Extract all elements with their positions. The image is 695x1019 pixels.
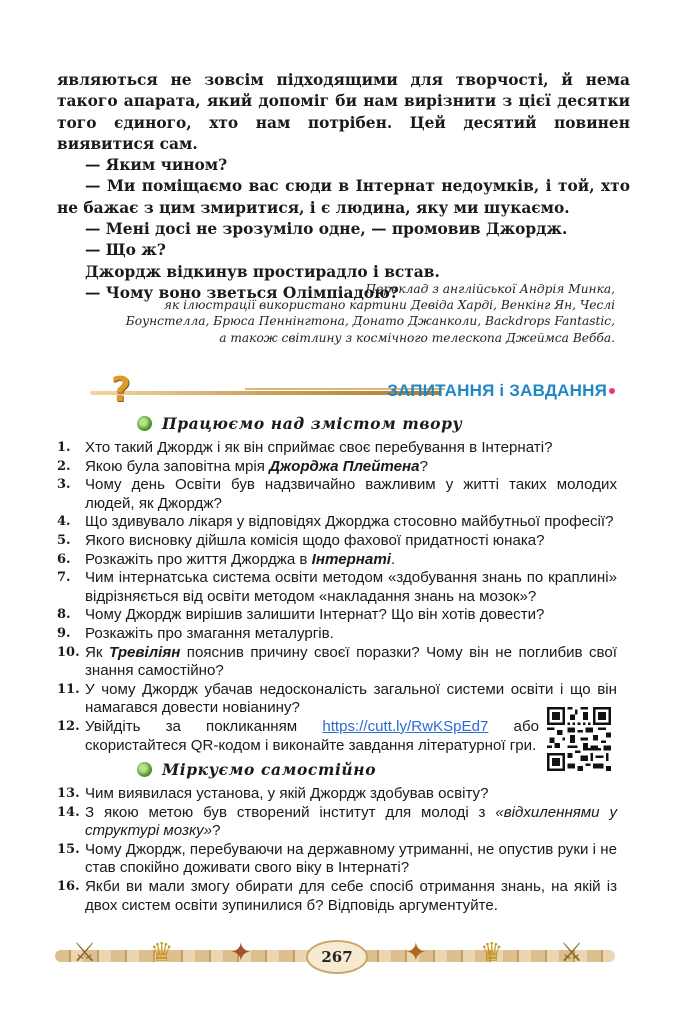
section-header — [55, 370, 615, 410]
item-number: 5. — [57, 532, 71, 548]
subsection-title: Міркуємо самостійно — [162, 760, 377, 779]
credit-line: а також світлину з космічного телескопа Джеймса Вебба. — [219, 330, 615, 345]
star-icon: ✦ — [230, 938, 252, 968]
item-number: 13. — [57, 786, 80, 801]
emphasis: «відхиленнями у структурі мозку» — [85, 803, 617, 840]
subsection-heading — [137, 760, 376, 779]
item-text: Що здивувало лікаря у відповідях Джорджа стосовно майбутньої професії? — [85, 513, 614, 531]
list-item — [57, 551, 617, 570]
text-run: пояснив причину своєї поразки? Чому він не поглибив свої знання самостійно? — [85, 643, 617, 680]
paragraph: — Яким чином? — [85, 156, 228, 175]
item-text — [85, 804, 617, 841]
list-item — [57, 644, 617, 681]
subsection-title: Працюємо над змістом твору — [162, 414, 463, 433]
list-item — [57, 513, 617, 532]
emphasis: Інтернаті — [311, 550, 391, 568]
emphasis: Тревіліян — [108, 643, 181, 661]
list-item — [57, 569, 617, 606]
item-number: 3. — [57, 477, 71, 493]
item-number: 14. — [57, 804, 80, 820]
item-number: 1. — [57, 440, 71, 455]
paragraph: Джордж відкинув простирадло і встав. — [85, 262, 440, 281]
crown-icon: ♛ — [150, 938, 174, 968]
item-text — [85, 551, 617, 570]
item-text: Чому Джордж вирішив залишити Інтернат? Що він хотів довести? — [85, 606, 545, 624]
text-run: Як — [85, 643, 109, 661]
credit-line: як ілюстрації використано картини Девіда Харді, Венкінг Ян, Чеслі — [163, 298, 615, 313]
emphasis: Джорджа Плейтена — [269, 457, 420, 475]
bullet-icon — [137, 416, 152, 431]
item-number: 4. — [57, 514, 71, 530]
text-run: . — [390, 550, 396, 568]
qr-code[interactable] — [547, 707, 611, 771]
list-item — [57, 476, 617, 513]
list-item — [57, 532, 617, 551]
star-icon: ✦ — [405, 938, 427, 968]
page-number: 267 — [306, 940, 368, 974]
item-text: У чому Джордж убачав недосконалість загальної системи освіти і що він намагався довести новіанину? — [85, 680, 617, 717]
item-text — [85, 644, 617, 681]
item-text: Чим інтернатська система освіти методом «здобування знань по краплині» відрізняється від освіти методом «накладання знань на мозок»? — [85, 569, 617, 605]
credit-line: Переклад з англійської Андрія Минка, — [365, 282, 615, 296]
item-text: Хто такий Джордж і як він сприймає своє перебування в Інтернаті? — [85, 439, 553, 456]
list-item — [57, 625, 617, 644]
list-item — [57, 458, 617, 477]
sword-icon: ⚔ — [73, 938, 97, 968]
list-item — [57, 841, 617, 878]
item-number: 8. — [57, 607, 71, 623]
item-number: 12. — [57, 718, 80, 734]
item-text: Якби ви мали змогу обирати для себе спосіб отримання знань, на якій із двох систем освіти зупинилися б? Відповідь аргументуйте. — [85, 877, 617, 914]
question-list — [57, 785, 617, 915]
paragraph: являються не зовсім підходящими для творчості, й нема такого апарата, який допоміг би нам вирізнити з цієї десятки того єдиного, хто нам потрібен. Цей десятий повинен виявитися сам. — [57, 71, 630, 153]
dot-icon — [609, 388, 615, 394]
item-text: Чим виявилася установа, у якій Джордж здобував освіту? — [85, 785, 489, 802]
page-footer — [55, 930, 615, 980]
text-run: ? — [212, 822, 221, 840]
subsection-heading — [137, 414, 462, 433]
item-number: 6. — [57, 551, 71, 567]
list-item — [57, 681, 617, 718]
item-text: Якого висновку дійшла комісія щодо фахової придатності юнака? — [85, 531, 545, 549]
text-run: або скористайтеся QR-кодом і виконайте завдання літературної гри. — [85, 717, 539, 754]
translation-credits — [55, 281, 615, 346]
item-number: 2. — [57, 458, 71, 474]
paragraph: — Що ж? — [85, 241, 166, 260]
list-item — [57, 606, 617, 625]
list-item — [57, 439, 617, 458]
paragraph: — Ми поміщаємо вас сюди в Інтернат недоумків, і той, хто не бажає з цим змиритися, і є людина, яку ми шукаємо. — [57, 177, 630, 217]
item-text: Чому Джордж, перебуваючи на державному утриманні, не опустив руки і не став спокійно доживати свого віку в Інтернаті? — [85, 840, 617, 877]
question-mark-icon: ? — [111, 370, 131, 410]
item-text: Чому день Освіти був надзвичайно важливим у житті таких молодих людей, як Джордж? — [85, 476, 617, 512]
paragraph: — Чому воно зветься Олімпіадою? — [85, 283, 399, 302]
crown-icon: ♛ — [480, 938, 504, 968]
item-number: 7. — [57, 570, 71, 586]
story-text — [57, 70, 630, 304]
bullet-icon — [137, 762, 152, 777]
item-text — [85, 718, 539, 755]
text-run: ? — [419, 457, 428, 475]
item-number: 15. — [57, 841, 80, 857]
question-list — [57, 439, 617, 755]
text-run: Розкажіть про життя Джорджа в — [85, 550, 312, 568]
item-number: 16. — [57, 878, 80, 894]
text-run: Якою була заповітна мрія — [85, 457, 270, 475]
list-item — [57, 718, 617, 755]
list-item — [57, 785, 617, 804]
text-run: Увійдіть за покликанням — [85, 717, 323, 735]
item-number: 11. — [57, 681, 80, 697]
list-item — [57, 804, 617, 841]
text-run: З якою метою був створений інститут для молоді з — [85, 803, 496, 821]
item-number: 9. — [57, 625, 71, 641]
paragraph: — Мені досі не зрозуміло одне, — промовив Джордж. — [85, 220, 568, 239]
item-text — [85, 458, 617, 477]
credit-line: Боунстелла, Брюса Пеннінгтона, Донато Джанколи, Backdrops Fantastic, — [125, 314, 615, 329]
section-title: ЗАПИТАННЯ і ЗАВДАННЯ — [387, 381, 607, 400]
item-text: Розкажіть про змагання металургів. — [85, 624, 334, 642]
sword-icon: ⚔ — [560, 938, 584, 968]
item-number: 10. — [57, 644, 80, 660]
list-item — [57, 878, 617, 915]
game-link[interactable]: https://cutt.ly/RwKSpEd7 — [322, 717, 489, 735]
